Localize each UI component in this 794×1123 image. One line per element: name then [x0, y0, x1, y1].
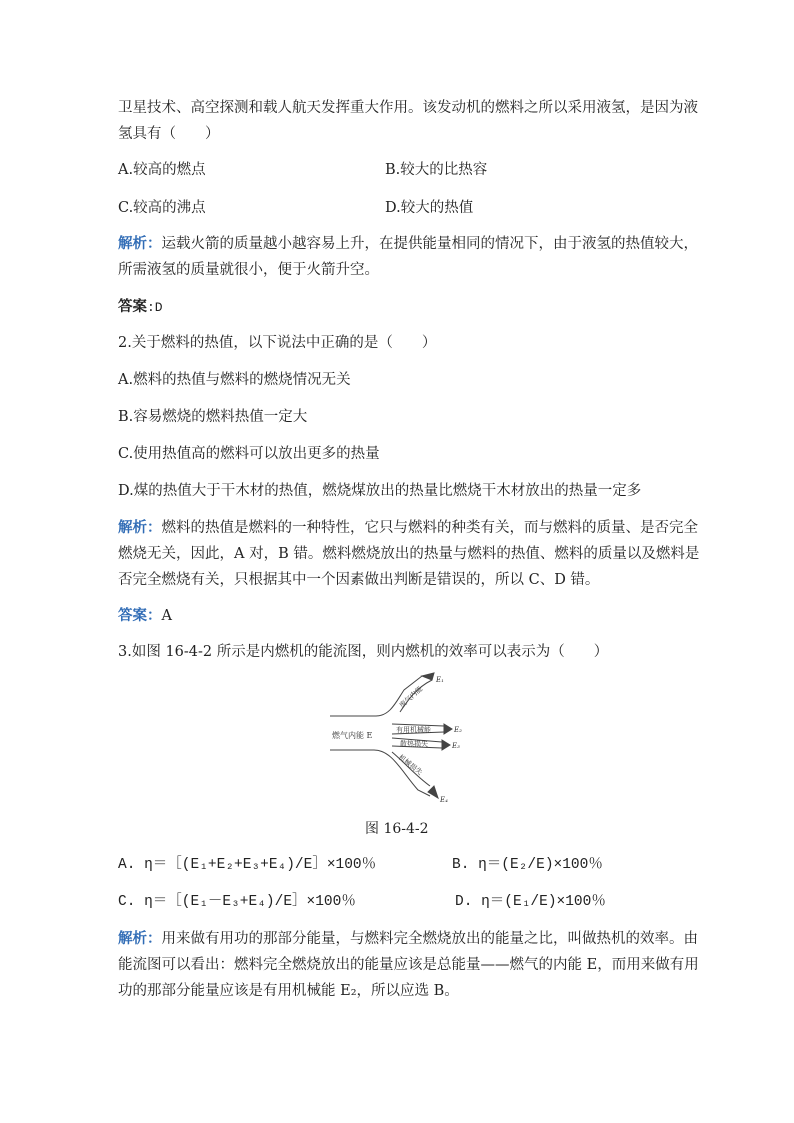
mech-label: 机械损失 — [396, 753, 424, 777]
q1-option-d: D.较大的热值 — [385, 200, 474, 216]
q1-analysis-label: 解析： — [118, 236, 162, 252]
q3-analysis-label: 解析： — [118, 931, 162, 947]
q3-analysis-line3: 功的那部分能量应该是有用机械能 E₂，所以应选 B。 — [118, 983, 459, 999]
q3-stem: 3.如图 16-4-2 所示是内燃机的能流图，则内燃机的效率可以表示为（ ） — [118, 644, 609, 660]
q2-analysis-line1 — [118, 518, 698, 538]
exhaust-label: 废气内能 — [397, 684, 425, 710]
q3-analysis-text1: 用来做有用功的那部分能量，与燃料完全燃烧放出的能量之比，叫做热机的效率。由 — [161, 931, 698, 947]
q1-option-b: B.较大的比热容 — [385, 162, 488, 178]
q2-option-c: C.使用热值高的燃料可以放出更多的热量 — [118, 446, 380, 462]
arrow-e1 — [422, 673, 434, 680]
q1-answer-value: :D — [147, 300, 163, 315]
q2-answer-value: A — [161, 608, 172, 624]
q2-analysis-line3: 否完全燃烧有关，只根据其中一个因素做出判断是错误的，所以 C、D 错。 — [118, 572, 600, 588]
q1-answer-label: 答案 — [118, 299, 147, 315]
e4-label: E₄ — [440, 796, 448, 804]
q2-analysis-text1: 燃料的热值是燃料的一种特性，它只与燃料的种类有关，而与燃料的质量、是否完全 — [161, 520, 698, 536]
energy-flow-diagram — [330, 672, 470, 804]
q1-stem-line2: 氢具有（ ） — [118, 126, 220, 142]
q1-stem-line1: 卫星技术、高空探测和载人航天发挥重大作用。该发动机的燃料之所以采用液氢，是因为液 — [118, 100, 698, 116]
q3-option-b: B. η＝(E₂/E)×100％ — [452, 857, 603, 873]
q1-option-a: A.较高的燃点 — [118, 162, 206, 178]
q2-stem: 2.关于燃料的热值，以下说法中正确的是（ ） — [118, 335, 437, 351]
q1-analysis-text1: 运载火箭的质量越小越容易上升，在提供能量相同的情况下，由于液氢的热值较大， — [161, 236, 698, 252]
q1-analysis-line2: 所需液氢的质量就很小，便于火箭升空。 — [118, 262, 379, 278]
heat-label: 散热损失 — [400, 740, 428, 748]
q2-answer — [118, 606, 172, 626]
q3-analysis-line2: 能流图可以看出：燃料完全燃烧放出的能量应该是总能量——燃气的内能 E，而用来做有用 — [118, 957, 699, 973]
q1-option-c: C.较高的沸点 — [118, 200, 206, 216]
q2-option-d: D.煤的热值大于干木材的热值，燃烧煤放出的热量比燃烧干木材放出的热量一定多 — [118, 483, 642, 499]
q3-analysis-line1 — [118, 929, 698, 949]
q2-option-a: A.燃料的热值与燃料的燃烧情况无关 — [118, 372, 351, 388]
useful-label: 有用机械能 — [396, 726, 431, 734]
e2-label: E₂ — [454, 726, 462, 734]
q2-analysis-line2: 燃烧无关，因此，A 对，B 错。燃料燃烧放出的热量与燃料的热值、燃料的质量以及燃料是 — [118, 546, 700, 562]
q3-option-d: D. η＝(E₁/E)×100％ — [455, 894, 606, 910]
figure-caption: 图 16-4-2 — [365, 821, 429, 837]
source-label: 燃气内能 E — [332, 731, 373, 740]
q3-option-a: A. η＝［(E₁+E₂+E₃+E₄)/E］×100％ — [118, 857, 377, 873]
arrow-e2 — [444, 724, 452, 734]
q1-answer — [118, 297, 163, 318]
e3-label: E₃ — [452, 742, 460, 750]
q3-option-c: C. η＝［(E₁－E₃+E₄)/E］×100％ — [118, 894, 356, 910]
arrow-e3 — [442, 740, 450, 750]
q2-answer-label: 答案： — [118, 608, 162, 624]
q2-option-b: B.容易燃烧的燃料热值一定大 — [118, 409, 308, 425]
e1-label: E₁ — [436, 676, 444, 684]
q2-analysis-label: 解析： — [118, 520, 162, 536]
q1-analysis-line1 — [118, 234, 698, 254]
